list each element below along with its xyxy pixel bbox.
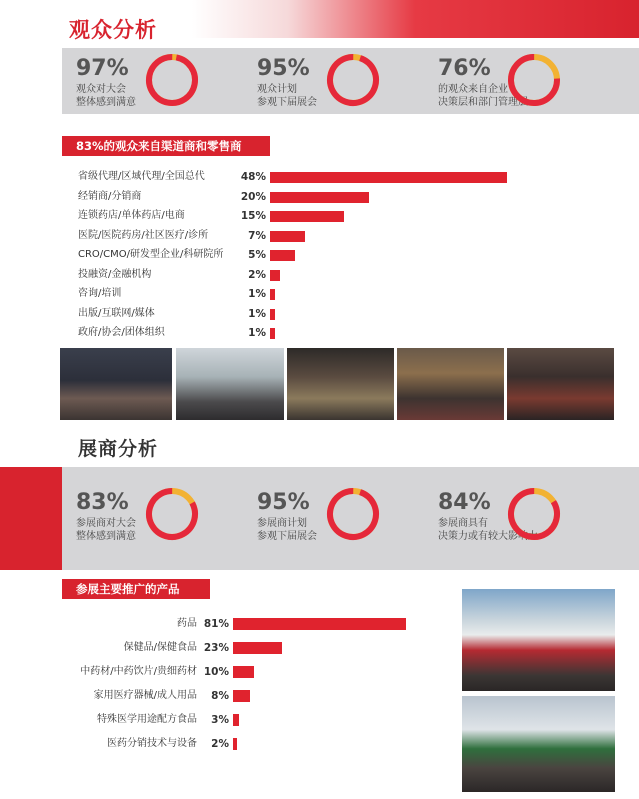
breakdown-bar	[270, 289, 275, 300]
exhibition-booth-photo	[507, 348, 614, 420]
audience-section-title: 观众分析	[69, 18, 157, 42]
product-display-photo	[397, 348, 504, 420]
breakdown-percent: 1%	[248, 288, 266, 300]
stat-description-line: 整体感到满意	[76, 97, 136, 108]
breakdown-label: 省级代理/区域代理/全国总代	[78, 171, 205, 182]
donut-value-arc	[144, 486, 200, 542]
stat-percent: 95%	[257, 490, 310, 515]
product-percent: 23%	[203, 642, 229, 654]
breakdown-percent: 2%	[248, 268, 266, 281]
breakdown-percent: 1%	[248, 307, 266, 320]
donut-chart	[144, 52, 200, 108]
donut-value-arc	[145, 53, 199, 107]
breakdown-bar	[270, 172, 507, 183]
stat-percent: 95%	[257, 56, 310, 81]
exhibitor-section-title: 展商分析	[78, 438, 159, 460]
breakdown-percent: 1%	[248, 327, 266, 339]
breakdown-percent: 7%	[248, 229, 266, 242]
stat-percent: 97%	[76, 56, 129, 81]
conference-audience-photo	[60, 348, 172, 420]
product-label: 中药材/中药饮片/贵细药材	[80, 666, 197, 677]
product-bar	[233, 666, 254, 678]
breakdown-label: 连锁药店/单体药店/电商	[78, 210, 185, 221]
stat-percent: 83%	[76, 490, 129, 515]
breakdown-percent: 5%	[248, 249, 266, 261]
product-bar	[233, 618, 406, 630]
breakdown-bar	[270, 328, 275, 339]
stat-percent: 84%	[438, 490, 491, 515]
product-label: 特殊医学用途配方食品	[97, 714, 197, 725]
stat-description-line: 观众计划	[257, 84, 297, 95]
donut-chart	[506, 486, 562, 542]
stat-description-line: 参观下届展会	[257, 531, 317, 542]
breakdown-bar	[270, 192, 369, 203]
product-label: 医药分销技术与设备	[107, 738, 197, 749]
breakdown-bar	[270, 250, 295, 261]
breakdown-label: 政府/协会/团体组织	[78, 327, 165, 338]
donut-chart	[144, 486, 200, 542]
stat-description-line: 整体感到满意	[76, 531, 136, 542]
breakdown-bar	[270, 270, 280, 281]
product-label: 家用医疗器械/成人用品	[93, 690, 197, 701]
breakdown-label: 出版/互联网/媒体	[78, 307, 155, 319]
stat-description-line: 决策力或有较大影响力	[438, 531, 538, 542]
breakdown-percent: 15%	[240, 210, 266, 222]
stat-description-line: 决策层和部门管理层	[438, 97, 528, 108]
audience-breakdown-header: 83%的观众来自渠道商和零售商	[62, 136, 270, 156]
donut-chart	[325, 486, 381, 542]
product-label: 保健品/保健食品	[123, 642, 197, 653]
stat-description-line: 观众对大会	[76, 84, 126, 95]
stat-description-line: 参展商计划	[257, 518, 307, 529]
breakdown-bar	[270, 231, 305, 242]
breakdown-percent: 20%	[240, 190, 266, 203]
product-percent: 10%	[203, 666, 229, 678]
stat-percent: 76%	[438, 56, 491, 81]
stat-description-line: 参展商具有	[438, 518, 488, 529]
visitors-crowd-photo	[287, 348, 394, 420]
product-bar	[233, 690, 250, 702]
stat-description-line: 的观众来自企业	[438, 84, 508, 95]
breakdown-bar	[270, 211, 344, 222]
product-percent: 3%	[211, 714, 229, 726]
product-bar	[233, 714, 239, 726]
products-header: 参展主要推广的产品	[62, 579, 210, 599]
product-bar	[233, 738, 237, 750]
donut-chart	[325, 52, 381, 108]
exhibition-hall-photo	[462, 589, 615, 691]
stat-description-line: 参展商对大会	[76, 518, 136, 529]
breakdown-label: 咨询/培训	[78, 288, 122, 299]
product-percent: 81%	[203, 618, 229, 630]
breakdown-label: 经销商/分销商	[78, 190, 142, 202]
product-label: 药品	[177, 618, 197, 629]
donut-value-arc	[325, 52, 381, 108]
product-percent: 2%	[211, 738, 229, 750]
breakdown-label: CRO/CMO/研发型企业/科研院所	[78, 249, 224, 260]
donut-chart	[506, 52, 562, 108]
breakdown-bar	[270, 309, 275, 320]
product-percent: 8%	[211, 690, 229, 702]
exhibitor-band-accent	[0, 467, 62, 570]
breakdown-label: 医院/医院药房/社区医疗/诊所	[78, 229, 209, 241]
donut-value-arc	[506, 486, 562, 542]
donut-value-arc	[325, 486, 381, 542]
breakdown-label: 投融资/金融机构	[78, 268, 152, 280]
product-bar	[233, 642, 282, 654]
stat-description-line: 参观下届展会	[257, 97, 317, 108]
exhibition-stand-photo	[462, 696, 615, 792]
breakdown-percent: 48%	[240, 171, 266, 183]
booth-meeting-photo	[176, 348, 284, 420]
